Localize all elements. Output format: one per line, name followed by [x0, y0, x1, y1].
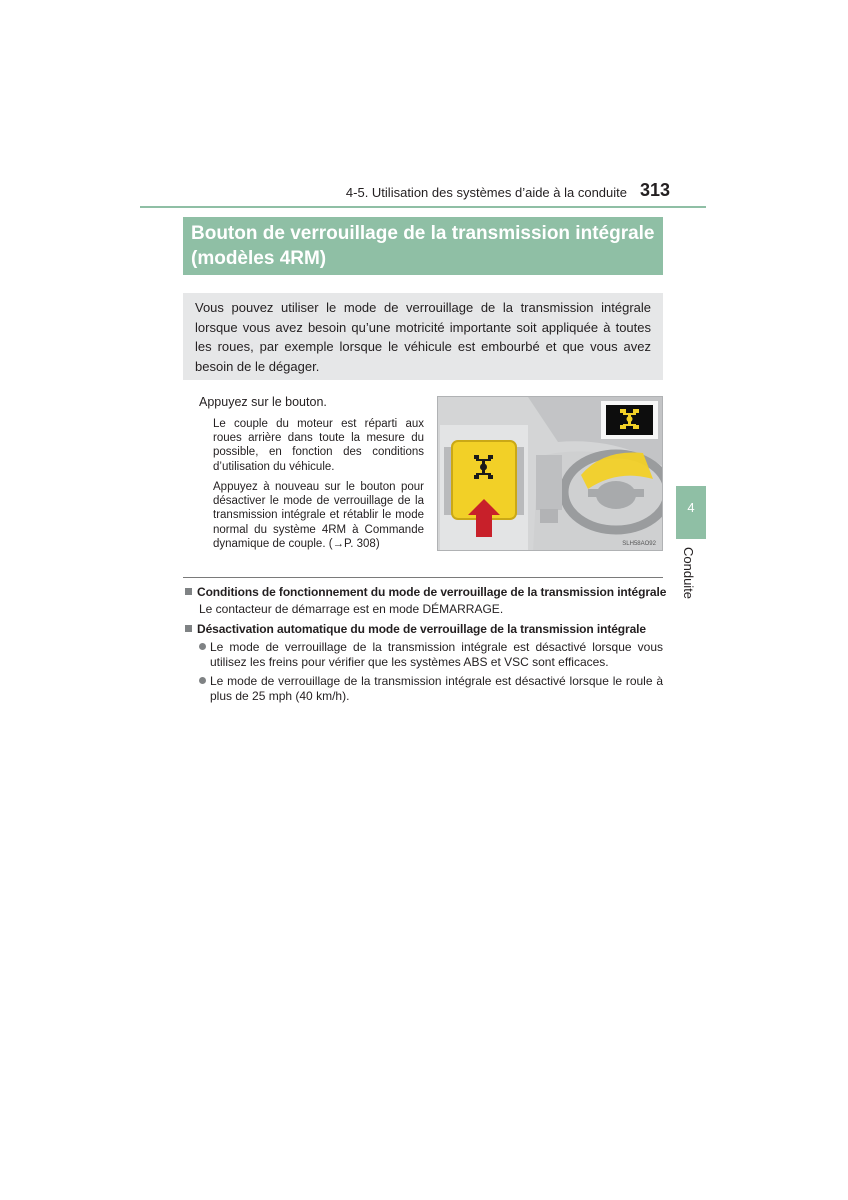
page-number: 313 [640, 180, 671, 200]
figure-code: SLH58AO92 [622, 541, 656, 547]
note-heading-text: Désactivation automatique du mode de verrouillage de la transmission intégrale [197, 622, 646, 636]
note-heading-text: Conditions de fonctionnement du mode de verrouillage de la transmission intégrale [197, 585, 667, 599]
square-bullet-icon [185, 625, 192, 632]
running-title: 4-5. Utilisation des systèmes d’aide à la conduite [345, 185, 627, 200]
illustration-drawing [438, 397, 663, 551]
illustration-4wd-lock-button [437, 396, 663, 551]
intro-box: Vous pouvez utiliser le mode de verrouillage de la transmission intégrale lorsque vous avez besoin qu’une motricité importante soit appliquée à toutes les roues, par exemple lorsque le véhicule est embourbé et que vous avez besoin de le dégager. [183, 293, 663, 380]
step-detail-1: Le couple du moteur est réparti aux roues arrière dans toute la mesure du possible, en fonction des conditions d’utilisation du véhicule. [213, 418, 424, 473]
note-heading-auto-deactivation [185, 622, 646, 636]
note-body-operating-conditions: Le contacteur de démarrage est en mode DÉMARRAGE. [199, 602, 504, 616]
note-heading-operating-conditions [185, 585, 666, 599]
section-title: Bouton de verrouillage de la transmission intégrale (modèles 4RM) [183, 217, 663, 275]
step-instruction: Appuyez sur le bouton. [199, 395, 327, 409]
round-bullet-icon [199, 677, 206, 684]
chapter-label: Conduite [681, 547, 696, 600]
round-bullet-icon [199, 643, 206, 650]
list-item [199, 640, 663, 669]
list-item-text: Le mode de verrouillage de la transmission intégrale est désactivé lorsque vous utilisez les freins pour vérifier que les systèmes ABS et VSC sont efficaces. [210, 640, 663, 669]
notes-divider [183, 577, 663, 578]
header-rule [140, 206, 706, 208]
list-item [199, 674, 663, 703]
4wd-lock-indicator-icon [601, 401, 658, 439]
list-item-text: Le mode de verrouillage de la transmission intégrale est désactivé lorsque le roule à plus de 25 mph (40 km/h). [210, 674, 663, 703]
chapter-tab: 4 [676, 486, 706, 539]
square-bullet-icon [185, 588, 192, 595]
step-detail-2: Appuyez à nouveau sur le bouton pour désactiver le mode de verrouillage de la transmission intégrale et rétablir le mode normal du système 4RM à Commande dynamique de couple. (→P. 308) [213, 481, 424, 550]
